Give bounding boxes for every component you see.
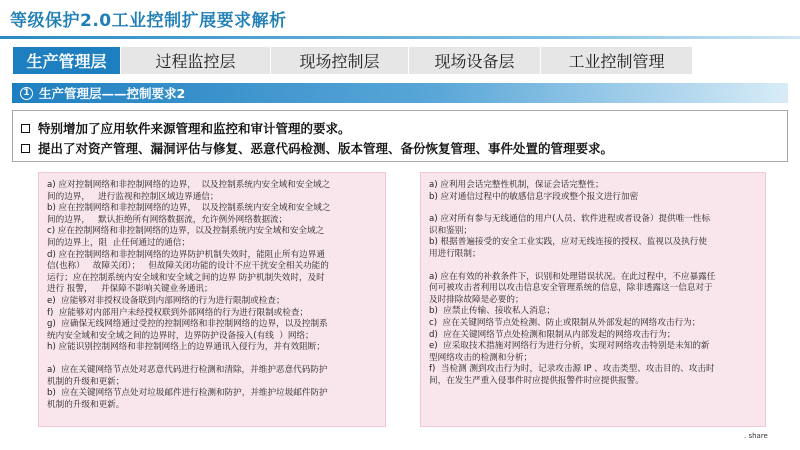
tab-field-control[interactable]: 现场控制层 <box>270 47 408 74</box>
list-item: d) 应在关键网络节点处检测和限制从内部发起的网络攻击行为； <box>429 329 676 340</box>
list-item: d) 应在控制网络和非控制网络的边界防护机制失效时，能阻止所有边界通 信(也称） 故障关闭）； 但故障关闭功能的设计不应干扰安全相关功能的 运行；应在控制系统内安全域和安全域之间的边界 防护机制失效时，及时 进行 报警， 并保障不影响关键业务通讯； <box>47 249 329 295</box>
list-item: a) 应在有效的补救条件下，识别和处理错误状况。在此过程中，不应暴露任 何可被攻击者利用以攻击信息安全管理系统的信息，除非透露这一信息对于 及时排除故障是必要的； <box>429 271 716 305</box>
list-item: f) 应能够对内部用户未经授权联到外部网络的行为进行限制或检查； <box>47 307 309 318</box>
title-underline <box>0 36 800 39</box>
section-header <box>12 83 788 103</box>
section-title: 生产管理层——控制要求2 <box>39 86 186 101</box>
checkbox-square-icon <box>21 144 30 153</box>
list-item: b) 应在控制网络和非控制网络的边界， 以及控制系统内安全域和安全域之 间的边界， 默认拒绝所有网络数据流，允许例外网络数据流； <box>47 203 331 225</box>
list-item: a) 应对控制网络和非控制网络的边界， 以及控制系统内安全域和安全域之 间的边界， 进行监视和控制区域边界通信； <box>47 180 331 202</box>
checkbox-square-icon <box>21 124 30 133</box>
list-item: a) 应利用会话完整性机制，保证会话完整性； <box>429 180 604 190</box>
tab-production-management[interactable]: 生产管理层 <box>12 47 120 74</box>
list-item: f) 当检测 测到攻击行为时，记录攻击源 IP 、攻击类型、攻击目的、攻击时 间，在发生严重入侵事件时应提供报警件时应提供报警。 <box>429 364 715 386</box>
tab-industrial-control-management[interactable]: 工业控制管理 <box>540 47 692 74</box>
list-item: b) 应对通信过程中的敏感信息字段或整个报文进行加密 <box>429 191 639 202</box>
list-item: h) 应能识别控制网络和非控制网络上的边界通讯入侵行为，并有效阻断； <box>47 342 325 353</box>
list-item: e) 应能够对非授权设备联到内部网络的行为进行限制或检查； <box>47 295 285 306</box>
list-item: b) 应在关键网络节点处对垃圾邮件进行检测和防护，并维护垃圾邮件防护 机制的升级和更新。 <box>47 388 328 410</box>
list-item: e) 应采取技术措施对网络行为进行分析，实现对网络攻击特别是未知的新 型网络攻击的检测和分析； <box>429 341 710 363</box>
right-requirements-panel <box>420 172 766 427</box>
tab-process-monitoring[interactable]: 过程监控层 <box>120 47 270 74</box>
requirement-text: 提出了对资产管理、漏洞评估与修复、恶意代码检测、版本管理、备份恢复管理、事件处置的管理要求。 <box>38 141 614 156</box>
requirement-item <box>21 139 613 157</box>
list-item: b) 根据普遍接受的安全工业实践，应对无线连接的授权、监视以及执行使 用进行限制； <box>429 237 707 259</box>
requirement-text: 特别增加了应用软件来源管理和监控和审计管理的要求。 <box>38 121 351 136</box>
tab-bar <box>12 47 788 74</box>
list-item: c) 应在关键网络节点处检测、防止或限制从外部发起的网络攻击行为； <box>429 317 701 328</box>
footer-brand: . share <box>744 432 768 440</box>
list-item: a) 应对所有参与无线通信的用户(人员、软件进程或者设备）提供唯一性标 识和鉴别； <box>429 214 711 236</box>
list-item: b) 应禁止传输、接收私人消息； <box>429 306 555 317</box>
requirements-box <box>12 110 788 162</box>
left-requirements-panel <box>38 172 386 427</box>
list-item: a) 应在关键网络节点处对恶意代码进行检测和清除，并维护恶意代码防护 机制的升级和更新； <box>47 364 328 387</box>
page-title: 等级保护2.0工业控制扩展要求解析 <box>10 11 287 31</box>
tab-field-device[interactable]: 现场设备层 <box>408 47 540 74</box>
list-item: c) 应在控制网络和非控制网络的边界，以及控制系统内安全域和安全域之 间的边界上，阻 止任何通过的通信； <box>47 226 325 248</box>
section-number: 1 <box>20 87 33 100</box>
requirement-item <box>21 119 351 137</box>
list-item: g) 应确保无线网络通过受控的控制网络和非控制网络的边界，以及控制系 统内安全域和安全域之间的边界时，边界防护设备接入(有线 ）网络； <box>47 319 328 341</box>
